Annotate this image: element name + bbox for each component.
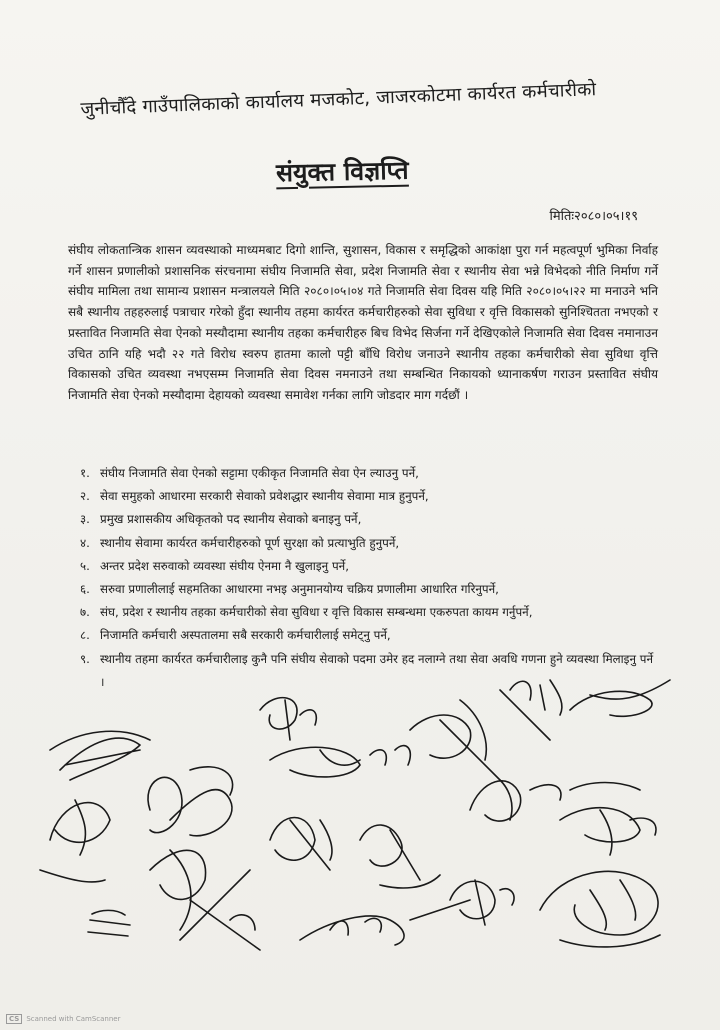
- body-paragraph: संघीय लोकतान्त्रिक शासन व्यवस्थाको माध्यमबाट दिगो शान्ति, सुशासन, विकास र समृद्धिको आकांक्षा पुरा गर्न महत्वपूर्ण भुमिका निर्वाह गर्ने शासन प्रणालीको प्रशासनिक संरचनामा संघीय निजामति सेवा, प्रदेश निजामति सेवा र स्थानीय सेवा भन्ने विभेदको नीति निर्माण गर्ने संघीय मामिला तथा सामान्य प्रशासन मन्त्रालयले मिति २०८०।०५।०४ गते निजामति सेवा दिवस यहि मिति २०८०।०५।२२ मा मनाउने भनि सबै स्थानीय तहहरुलाई पत्राचार गरेको हुँदा स्थानीय तहमा कार्यरत कर्मचारीहरुको सेवा सुविधा र वृत्ति विकासको सुनिश्चितता नभएको र प्रस्तावित निजामति सेवा ऐनको मस्यौदामा स्थानीय तहका कर्मचारीहरु बिच विभेद सिर्जना गर्ने देखिएकोले निजामति सेवा दिवस नमानाउन उचित ठानि यहि भदौ २२ गते विरोध स्वरुप हातमा कालो पट्टी बाँधि विरोध जनाउने स्थानीय तहका कर्मचारीको सेवा सुविधा वृत्ति विकासको उचित व्यवस्था नभएसम्म निजामति सेवा दिवस नमनाउने तथा सम्बन्धित निकायको ध्यानाकर्षण गराउन प्रस्तावित संघीय निजामति सेवा ऐनको मस्यौदामा देहायको व्यवस्था समावेश गर्नका लागि जोडदार माग गर्दछौं ।: [68, 243, 658, 402]
- signatures-area: [30, 670, 690, 990]
- list-item: [80, 532, 660, 555]
- list-number: ६.: [80, 582, 90, 597]
- signature: [180, 870, 260, 950]
- list-text: निजामति कर्मचारी अस्पतालमा सबै सरकारी कर्मचारीलाई समेट्नु पर्ने,: [100, 628, 391, 643]
- list-item: [80, 578, 660, 601]
- document-date: मितिः२०८०।०५।१९: [549, 209, 638, 224]
- list-item: [80, 508, 660, 531]
- signature: [40, 800, 110, 882]
- list-item: [80, 462, 660, 485]
- list-number: ८.: [80, 628, 90, 643]
- list-text: प्रमुख प्रशासकीय अधिकृतको पद स्थानीय सेवाको बनाइनु पर्ने,: [100, 512, 362, 527]
- list-item: [80, 601, 660, 624]
- list-item: [80, 624, 660, 647]
- signature: [470, 780, 640, 821]
- list-number: १.: [80, 466, 90, 480]
- signature: [300, 900, 470, 945]
- signature: [50, 731, 150, 780]
- signature: [148, 767, 233, 836]
- list-item: [80, 485, 660, 508]
- signature: [560, 808, 656, 855]
- signature: [540, 871, 660, 947]
- scanner-text: Scanned with CamScanner: [26, 1015, 121, 1023]
- list-text: सेवा समुहको आधारमा सरकारी सेवाको प्रवेशद्धार स्थानीय सेवामा मात्र हुनुपर्ने,: [100, 489, 429, 504]
- signature: [150, 850, 206, 930]
- scanner-logo: CS: [6, 1014, 22, 1024]
- list-number: ९.: [80, 651, 90, 666]
- list-text: संघ, प्रदेश र स्थानीय तहका कर्मचारीको सेवा सुविधा र वृत्ति विकास सम्बन्धमा एकरुपता कायम गर्नुपर्ने,: [100, 605, 533, 620]
- list-number: ४.: [80, 535, 90, 550]
- list-text: स्थानीय सेवामा कार्यरत कर्मचारीहरुको पूर्ण सुरक्षा को प्रत्याभुति हुनुपर्ने,: [100, 535, 400, 550]
- demands-list: [80, 462, 660, 694]
- document-header: जुनीचौँदे गाउँपालिकाको कार्यालय मजकोट, जाजरकोटमा कार्यरत कर्मचारीको: [80, 79, 597, 120]
- list-text: संघीय निजामति सेवा ऐनको सट्टामा एकीकृत निजामति सेवा ऐन ल्याउनु पर्ने,: [100, 466, 419, 480]
- list-text: सरुवा प्रणालीलाई सहमतिका आधारमा नभइ अनुमानयोग्य चक्रिय प्रणालीमा आधारित गरिनुपर्ने,: [100, 582, 499, 597]
- list-item: [80, 555, 660, 578]
- signature: [410, 690, 550, 780]
- list-number: ३.: [80, 512, 90, 527]
- signature: [450, 880, 514, 925]
- scanner-watermark: [6, 1014, 120, 1024]
- list-text: अन्तर प्रदेश सरुवाको व्यवस्था संघीय ऐनमा नै खुलाइनु पर्ने,: [100, 558, 349, 573]
- signature: [360, 825, 440, 888]
- signature: [260, 698, 316, 740]
- signature: [88, 910, 130, 936]
- signature: [270, 746, 410, 777]
- signature: [570, 680, 670, 716]
- signature: [270, 818, 332, 871]
- list-number: २.: [80, 489, 90, 504]
- list-text: स्थानीय तहमा कार्यरत कर्मचारीलाइ कुनै पनि संघीय सेवाको पदमा उमेर हद नलाग्ने तथा सेवा अवधि गणना हुने व्यवस्था मिलाइनु पर्ने ।: [100, 651, 654, 689]
- list-number: ५.: [80, 558, 90, 573]
- list-number: ७.: [80, 605, 90, 620]
- signature: [510, 680, 562, 715]
- document-title: संयुक्त विज्ञप्ति: [275, 155, 409, 188]
